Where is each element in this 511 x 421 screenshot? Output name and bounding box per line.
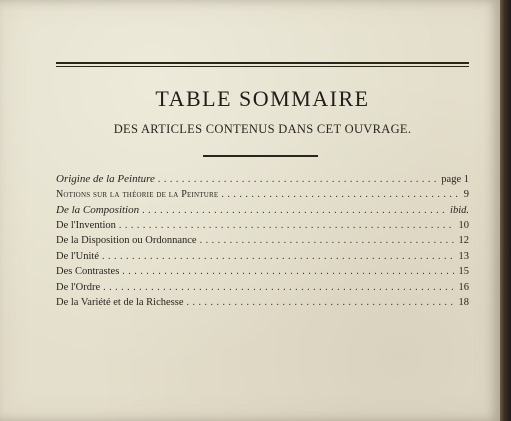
- top-double-rule: [56, 62, 469, 67]
- table-of-contents: [56, 173, 469, 313]
- toc-entry-page: 16: [458, 281, 469, 293]
- toc-leader-dots: [158, 174, 437, 185]
- toc-entry-page: ibid.: [450, 205, 469, 216]
- toc-leader-dots: [119, 220, 455, 231]
- toc-entry-title: Notions sur la théorie de la Peinture: [56, 188, 219, 200]
- toc-entry: [56, 235, 469, 251]
- toc-entry: [56, 297, 469, 313]
- toc-entry-title: De la Composition: [56, 204, 140, 216]
- toc-entry-page: 18: [458, 297, 469, 308]
- toc-entry-title: De l'Unité: [56, 250, 100, 262]
- toc-entry-page: 15: [458, 266, 469, 277]
- page-title: TABLE SOMMAIRE: [155, 86, 370, 111]
- toc-entry-page: 9: [463, 188, 469, 200]
- toc-entry: [56, 251, 469, 267]
- toc-entry-page: 10: [458, 219, 469, 231]
- toc-entry: [56, 204, 469, 220]
- toc-entry-title: Des Contrastes: [56, 266, 120, 277]
- toc-entry: [56, 189, 469, 205]
- toc-entry-title: De l'Ordre: [56, 281, 101, 293]
- toc-leader-dots: [187, 297, 455, 308]
- toc-leader-dots: [221, 189, 459, 200]
- page-subtitle: DES ARTICLES CONTENUS DANS CET OUVRAGE.: [113, 122, 412, 136]
- toc-leader-dots: [122, 266, 454, 277]
- toc-leader-dots: [142, 205, 446, 216]
- toc-entry-title: De l'Invention: [56, 219, 116, 231]
- toc-leader-dots: [102, 251, 454, 262]
- toc-entry: [56, 220, 469, 236]
- toc-entry-title: De la Variété et de la Richesse: [56, 297, 184, 308]
- toc-entry: [56, 282, 469, 298]
- toc-leader-dots: [103, 282, 454, 293]
- toc-entry-title: De la Disposition ou Ordonnance: [56, 235, 197, 246]
- toc-leader-dots: [200, 235, 455, 246]
- toc-entry: [56, 266, 469, 282]
- toc-entry-page: 13: [458, 250, 469, 262]
- toc-entry: [56, 173, 469, 189]
- toc-entry-title: Origine de la Peinture: [56, 173, 155, 185]
- book-spine-edge: [500, 0, 511, 421]
- toc-entry-page: 12: [458, 235, 469, 246]
- toc-entry-page: page 1: [441, 174, 469, 185]
- section-divider: [203, 155, 318, 157]
